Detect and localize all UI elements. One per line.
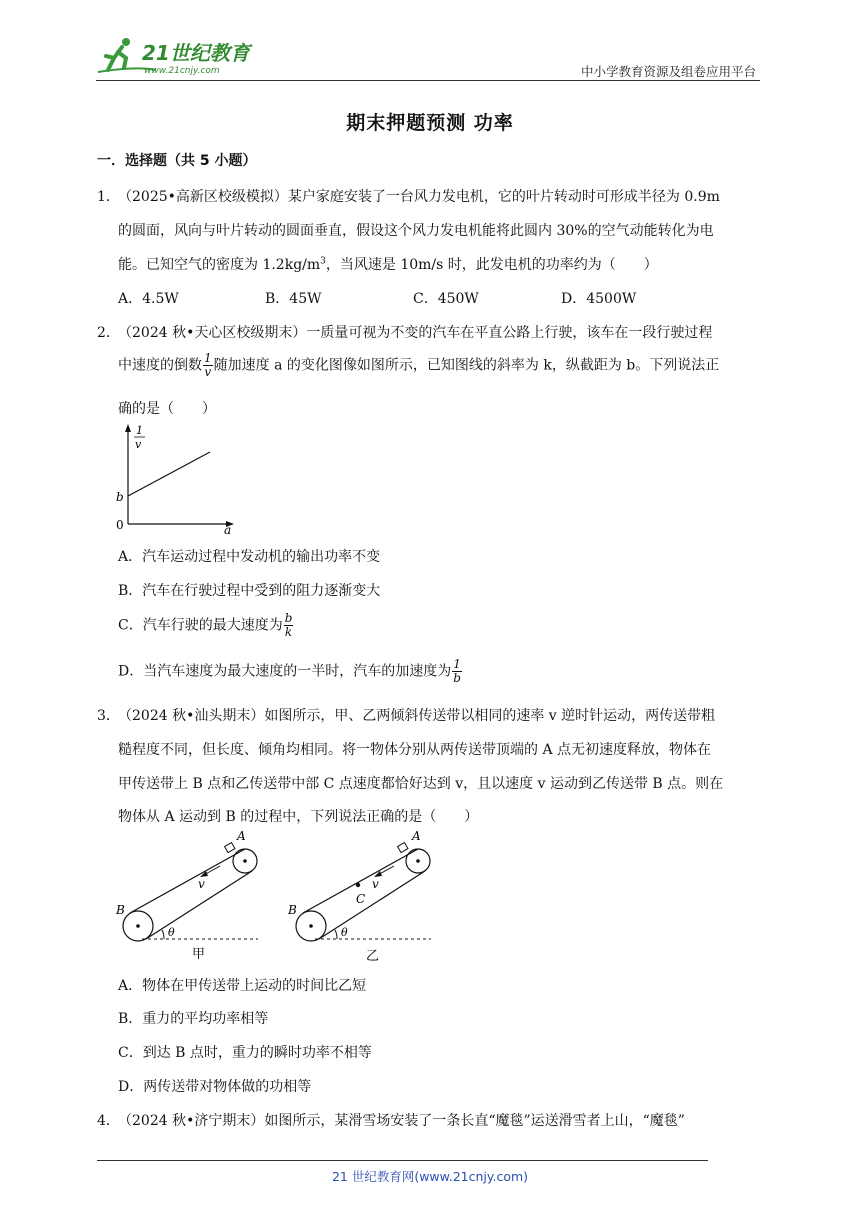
q2-graph	[112, 422, 242, 534]
q1-text-line2: 的圆面，风向与叶片转动的圆面垂直，假设这个风力发电机能将此圆内 30%的空气动能转化为电	[118, 223, 714, 239]
svg-text:b: b	[116, 490, 124, 504]
svg-text:www.21cnjy.com: www.21cnjy.com	[144, 66, 220, 76]
q3-text-line2: 糙程度不同，但长度、倾角均相同。将一物体分别从两传送带顶端的 A 点无初速度释放，物体在	[118, 742, 712, 758]
q1-number: 1．	[97, 189, 120, 205]
svg-text:0: 0	[116, 518, 124, 532]
footer-link[interactable]: 21 世纪教育网(www.21cnjy.com)	[331, 1169, 529, 1184]
svg-text:v: v	[372, 877, 379, 891]
platform-name: 中小学教育资源及组卷应用平台	[580, 64, 756, 79]
header-divider	[96, 80, 760, 81]
q1-option-c[interactable]: C．450W	[413, 291, 479, 307]
svg-text:B: B	[288, 903, 297, 917]
q3-number: 3．	[97, 708, 120, 724]
q4-text-line1: （2024 秋•济宁期末）如图所示，某滑雪场安装了一条长直“魔毯”运送滑雪者上山，“魔毯”	[118, 1113, 685, 1129]
svg-text:A: A	[237, 829, 246, 843]
q1-option-a[interactable]: A．4.5W	[118, 291, 179, 307]
svg-text:θ: θ	[341, 926, 348, 939]
q2-number: 2．	[97, 325, 120, 341]
q3-option-c[interactable]: C．到达 B 点时，重力的瞬时功率不相等	[118, 1045, 372, 1061]
q3-option-a[interactable]: A．物体在甲传送带上运动的时间比乙短	[118, 978, 367, 994]
q1-text-line1: （2025•高新区校级模拟）某户家庭安装了一台风力发电机，它的叶片转动时可形成半径为 0.9m	[118, 189, 720, 205]
svg-text:1: 1	[136, 424, 143, 437]
q2-option-a[interactable]: A．汽车运动过程中发动机的输出功率不变	[118, 549, 381, 565]
svg-text:甲: 甲	[192, 947, 206, 962]
q3-text-line3: 甲传送带上 B 点和乙传送带中部 C 点速度都恰好达到 v，且以速度 v 运动到乙传送带 B 点。则在	[118, 776, 724, 792]
q2-text-line2: 中速度的倒数 $\frac{1}{v}$ 随加速度 a 的变化图像如图所示，已知图线的斜率为 k，纵截距为 b。下列说法正	[118, 351, 720, 379]
q3-option-b[interactable]: B．重力的平均功率相等	[118, 1011, 269, 1027]
q3-conveyor-figure	[112, 826, 442, 966]
svg-text:B: B	[116, 903, 125, 917]
q1-option-b[interactable]: B．45W	[265, 291, 322, 307]
q3-text-line1: （2024 秋•汕头期末）如图所示，甲、乙两倾斜传送带以相同的速率 v 逆时针运动，两传送带粗	[118, 708, 716, 724]
svg-text:乙: 乙	[366, 949, 380, 964]
footer-divider	[97, 1160, 708, 1161]
svg-text:θ: θ	[168, 926, 175, 939]
q3-text-line4: 物体从 A 运动到 B 的过程中，下列说法正确的是（ ）	[118, 809, 479, 825]
svg-text:a: a	[224, 523, 232, 534]
q2-text-line1: （2024 秋•天心区校级期末）一质量可视为不变的汽车在平直公路上行驶，该车在一段行驶过程	[118, 325, 713, 341]
q2-option-c[interactable]: C．汽车行驶的最大速度为 $\frac{b}{k}$	[118, 611, 293, 639]
q1-text-line3: 能。已知空气的密度为 $1.2kg/m^3$，当风速是 10m/s 时，此发电机的功率约为（ ）	[118, 256, 658, 273]
svg-text:v: v	[198, 877, 205, 891]
conveyor-jia	[115, 829, 258, 962]
svg-text:C: C	[356, 892, 366, 906]
svg-text:A: A	[412, 829, 421, 843]
q4-number: 4．	[97, 1113, 120, 1129]
q2-option-d[interactable]: D．当汽车速度为最大速度的一半时，汽车的加速度为 $\frac{1}{b}$	[118, 657, 461, 685]
conveyor-yi	[287, 829, 431, 964]
q2-text-line3: 确的是（ ）	[118, 401, 216, 417]
site-logo	[96, 36, 266, 78]
page-title: 期末押题预测 功率	[346, 112, 514, 134]
q2-option-b[interactable]: B．汽车在行驶过程中受到的阻力逐渐变大	[118, 583, 381, 599]
section-heading: 一．选择题（共 5 小题）	[97, 153, 257, 169]
q3-option-d[interactable]: D．两传送带对物体做的功相等	[118, 1079, 312, 1095]
svg-text:v: v	[135, 438, 142, 451]
q1-option-d[interactable]: D．4500W	[561, 291, 637, 307]
svg-text:21世纪教育: 21世纪教育	[142, 41, 250, 65]
